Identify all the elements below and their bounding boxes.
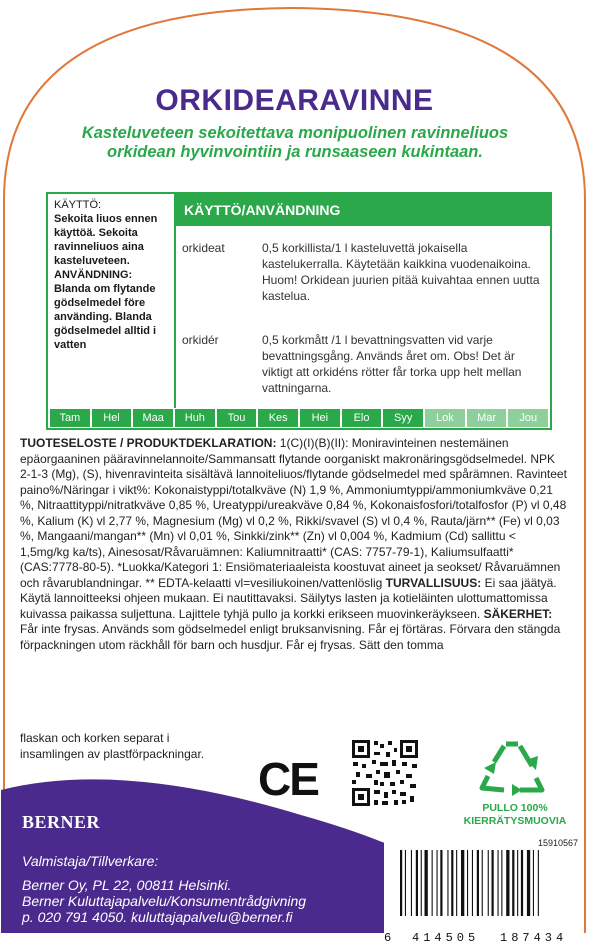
usage-text-fi: Sekoita liuos ennen käyttöä. Sekoita ravinneliuos aina kasteluveteen. — [54, 213, 158, 267]
month-cell: Mar — [467, 409, 507, 427]
month-cell: Huh — [175, 409, 215, 427]
product-subtitle: Kasteluveteen sekoitettava monipuolinen ravinneliuos orkidean hyvinvointiin ja runsaaseen kukintaan. — [81, 124, 509, 161]
maker-address: Berner Oy, PL 22, 00811 Helsinki. — [22, 877, 232, 893]
product-declaration — [20, 436, 568, 653]
month-cell: Hei — [300, 409, 340, 427]
usage-heading-fi: KÄYTTÖ: — [54, 199, 102, 211]
usage-heading-sv: ANVÄNDNING: — [54, 269, 133, 281]
barcode-bars-icon — [384, 836, 584, 933]
maker-service: Berner Kuluttajapalvelu/Konsumentrådgivning — [22, 893, 307, 909]
usage-box — [46, 192, 552, 430]
ce-mark: CE — [258, 753, 318, 805]
month-cell: Jou — [508, 409, 548, 427]
month-cell: Syy — [383, 409, 423, 427]
declaration-heading: TUOTESELOSTE / PRODUKTDEKLARATION: — [20, 436, 277, 450]
month-strip — [48, 408, 550, 428]
recycle-icon — [474, 738, 550, 802]
manufacturer-info — [22, 853, 306, 925]
brand-logo: BERNER — [22, 812, 101, 832]
maker-contact: p. 020 791 4050. kuluttajapalvelu@berner.fi — [22, 909, 293, 925]
usage-table-header: KÄYTTÖ/ANVÄNDNING — [176, 194, 552, 226]
month-cell: Tam — [50, 409, 90, 427]
barcode — [384, 836, 584, 945]
month-cell: Kes — [258, 409, 298, 427]
usage-row-label: orkidér — [182, 333, 219, 347]
month-cell: Lok — [425, 409, 465, 427]
month-cell: Tou — [217, 409, 257, 427]
usage-row-text: 0,5 korkmått /1 l bevattningsvatten vid varje bevattningsgång. Används året om. Obs! Det är viktigt att orkidéns rötter får torka upp helt mellan vattningarna. — [262, 333, 522, 395]
month-cell: Elo — [342, 409, 382, 427]
safety-heading-fi: TURVALLISUUS: — [385, 575, 482, 590]
article-number: 15910567 — [537, 838, 578, 848]
usage-row-text: 0,5 korkillista/1 l kasteluvettä jokaisella kastelukerralla. Käytetään kaikkina vuodenaikoina. Huom! Orkidean juurien pitää kuivahtaa ennen uutta kastelua. — [262, 241, 540, 303]
barcode-digits-left: 414505 — [412, 931, 480, 945]
barcode-digits-right: 187434 — [500, 931, 568, 945]
usage-row-label: orkideat — [182, 241, 225, 255]
usage-text-sv: Blanda om flytande gödselmedel före använding. Blanda gödselmedel alltid i vatten — [54, 283, 157, 351]
barcode-digit-lead: 6 — [384, 931, 392, 945]
maker-heading: Valmistaja/Tillverkare: — [22, 853, 159, 869]
safety-text-sv-tail: flaskan och korken separat i insamlingen av plastförpackningar. — [20, 731, 205, 761]
month-cell: Hel — [92, 409, 132, 427]
recycle-caption: PULLO 100% KIERRÄTYSMUOVIA — [463, 802, 567, 827]
month-cell: Maa — [133, 409, 173, 427]
qr-code-icon — [350, 738, 420, 808]
safety-text-sv: Får inte frysas. Används som gödselmedel enligt bruksanvisning. Får ej förtäras. Förvara den stängda förpackningen utom räckhåll för barn och husdjur. Får ej frysas. Sätt den tomma — [20, 622, 561, 652]
safety-text-fi: Ei saa jäätyä. Käytä lannoitteeksi ohjeen mukaan. Ei nautittavaksi. Säilytys lasten ja kotieläinten ulottumattomissa kuivassa paikassa suljettuna. Lajittele tyhjä pullo ja korkki erikseen muovinkeräykseen. — [20, 575, 557, 621]
product-title: ORKIDEARAVINNE — [155, 84, 434, 117]
declaration-body: 1(C)(I)(B)(II): Moniravinteinen nestemäinen epäorgaaninen pääravinnelannoite/Sammansatt flytande oorganiskt makronäringsgödselmedel. NPK 2-1-3 (Mg), (S), hivenravinteita sisältävä lannoiteliuos/flytande gödselmedel med spårämnen. Ravinteet paino%/Näringar i vikt%: Kokonaistyppi/totalkväve (N) 1,9 %, Ammoniumtyppi/ammoniumkväve 0,21 %, Nitraattityppi/nitratkväve 0,85 %, Ureatyppi/ureakväve 0,84 %, Kokonaisfosfori/totalfosfor (P) vl 0,48 %, Kalium (K) vl 2,77 %, Magnesium (Mg) vl 0,2 %, Rikki/svavel (S) vl 0,4 %, Rauta/järn** (Fe) vl 0,03 %, Mangaani/mangan** (Mn) vl 0,01 %, Sinkki/zink** (Zn) vl 0,004 %, Kadmium (Cd) sallittu < 1,5mg/kg ka/ts), Ainesosat/Råvaruämnen: Kaliumnitraatti* (CAS: 7757-79-1), Kaliumsulfaatti* (CAS:7778-80-5). *Luokka/Kategori 1: Ensiömateriaaleista koostuvat aineet ja seokset/ Råvaruämnen och råvarublandningar. ** EDTA-kelaatti vl=vesiliukoinen/vattenlöslig — [20, 436, 567, 590]
usage-summary — [48, 194, 176, 408]
safety-heading-sv: SÄKERHET: — [483, 606, 553, 621]
